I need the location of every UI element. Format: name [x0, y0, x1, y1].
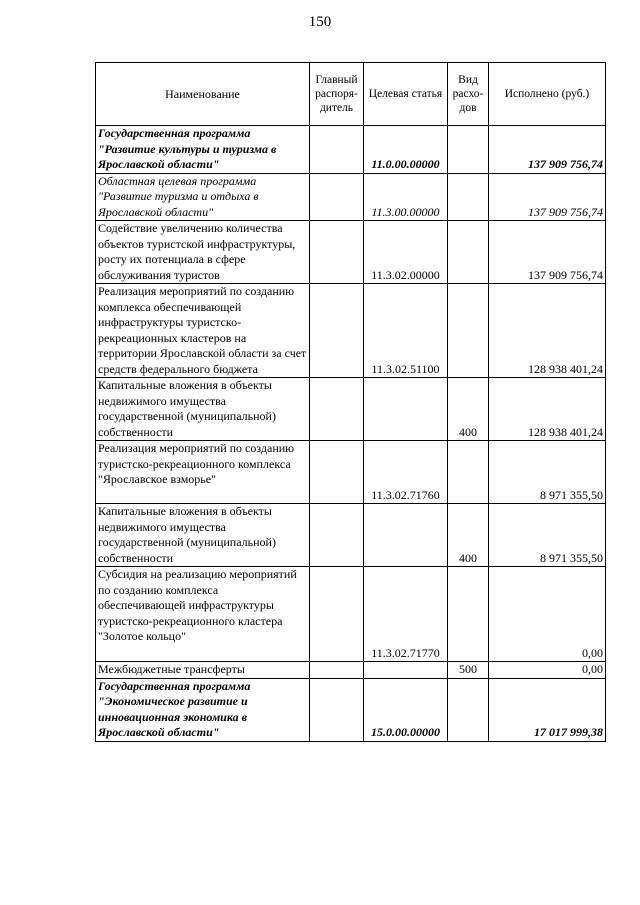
row-executed: 137 909 756,74: [489, 126, 606, 174]
row-manager: [310, 662, 364, 679]
row-kind: 500: [448, 662, 489, 679]
row-executed: 137 909 756,74: [489, 173, 606, 221]
header-target: Целевая статья: [364, 63, 448, 126]
row-kind: 400: [448, 504, 489, 567]
row-target: 11.3.00.00000: [364, 173, 448, 221]
table-row: [96, 662, 606, 679]
table-row: [96, 126, 606, 174]
row-kind: [448, 173, 489, 221]
row-target: 15.0.00.00000: [364, 678, 448, 741]
header-name: Наименование: [96, 63, 310, 126]
row-name: Реализация мероприятий по созданию туристско-рекреационного комплекса "Ярославское взморье": [96, 441, 310, 504]
row-target: 11.3.02.00000: [364, 221, 448, 284]
row-name: Капитальные вложения в объекты недвижимого имущества государственной (муниципальной) собственности: [96, 378, 310, 441]
row-name: Государственная программа "Экономическое развитие и инновационная экономика в Ярославской области": [96, 678, 310, 741]
row-name: Государственная программа "Развитие культуры и туризма в Ярославской области": [96, 126, 310, 174]
header-manager: Главный распоря- дитель: [310, 63, 364, 126]
header-executed: Исполнено (руб.): [489, 63, 606, 126]
row-executed: 8 971 355,50: [489, 504, 606, 567]
row-name: Реализация мероприятий по созданию комплекса обеспечивающей инфраструктуры туристско-рекреационных кластеров на территории Ярославской области за счет средств федерального бюджета: [96, 284, 310, 378]
table-row: [96, 284, 606, 378]
table-row: [96, 441, 606, 504]
table-row: [96, 504, 606, 567]
row-executed: 0,00: [489, 662, 606, 679]
row-manager: [310, 441, 364, 504]
table-header-row: [96, 63, 606, 126]
row-target: [364, 662, 448, 679]
row-manager: [310, 126, 364, 174]
row-manager: [310, 678, 364, 741]
budget-table: [95, 62, 606, 742]
row-kind: [448, 678, 489, 741]
header-kind: Вид расхо- дов: [448, 63, 489, 126]
row-target: 11.3.02.71770: [364, 567, 448, 662]
row-target: [364, 378, 448, 441]
row-kind: [448, 126, 489, 174]
table-row: [96, 678, 606, 741]
row-executed: 137 909 756,74: [489, 221, 606, 284]
row-executed: 128 938 401,24: [489, 284, 606, 378]
row-target: 11.3.02.51100: [364, 284, 448, 378]
row-executed: 17 017 999,38: [489, 678, 606, 741]
row-kind: 400: [448, 378, 489, 441]
row-target: 11.3.02.71760: [364, 441, 448, 504]
row-manager: [310, 567, 364, 662]
table-row: [96, 378, 606, 441]
row-name: Областная целевая программа "Развитие туризма и отдыха в Ярославской области": [96, 173, 310, 221]
row-target: 11.0.00.00000: [364, 126, 448, 174]
row-kind: [448, 567, 489, 662]
row-name: Содействие увеличению количества объектов туристской инфраструктуры, росту их потенциала в сфере обслуживания туристов: [96, 221, 310, 284]
row-name: Межбюджетные трансферты: [96, 662, 310, 679]
row-manager: [310, 378, 364, 441]
row-name: Капитальные вложения в объекты недвижимого имущества государственной (муниципальной) собственности: [96, 504, 310, 567]
row-executed: 128 938 401,24: [489, 378, 606, 441]
row-executed: 0,00: [489, 567, 606, 662]
table-row: [96, 173, 606, 221]
row-manager: [310, 173, 364, 221]
row-target: [364, 504, 448, 567]
row-kind: [448, 441, 489, 504]
page-number: 150: [308, 14, 332, 30]
row-manager: [310, 221, 364, 284]
row-kind: [448, 221, 489, 284]
row-name: Субсидия на реализацию мероприятий по созданию комплекса обеспечивающей инфраструктуры туристско-рекреационного кластера "Золотое кольцо": [96, 567, 310, 662]
row-kind: [448, 284, 489, 378]
table-row: [96, 567, 606, 662]
row-executed: 8 971 355,50: [489, 441, 606, 504]
row-manager: [310, 284, 364, 378]
table-row: [96, 221, 606, 284]
row-manager: [310, 504, 364, 567]
